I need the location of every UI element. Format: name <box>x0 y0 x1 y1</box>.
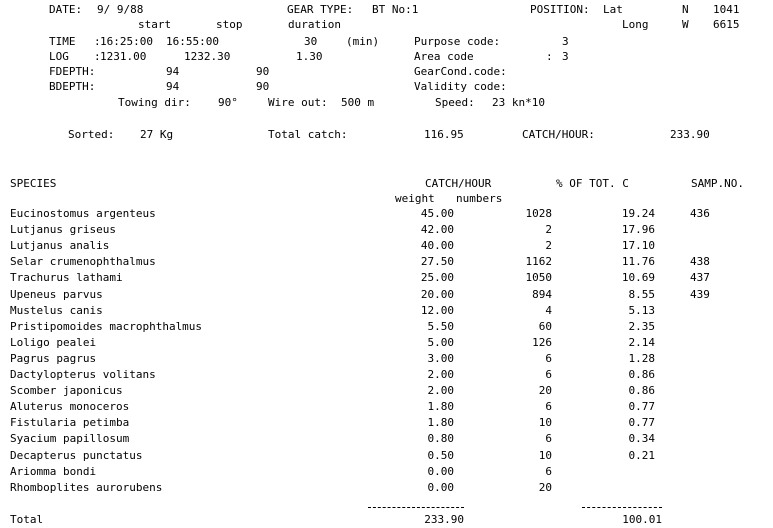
pct-of-total: 5.13 <box>628 304 655 317</box>
separator: : <box>94 50 101 63</box>
pct-of-total: 2.35 <box>628 320 655 333</box>
catch-numbers: 20 <box>538 481 552 494</box>
col-species-header: SPECIES <box>10 177 57 190</box>
pct-of-total: 10.69 <box>621 271 655 284</box>
log-stop: 1232.30 <box>184 50 231 63</box>
pct-of-total: 1.28 <box>628 352 655 365</box>
time-start: 16:25:00 <box>100 35 153 48</box>
species-name: Rhomboplites aurorubens <box>10 481 163 494</box>
speed-value: 23 kn*10 <box>492 96 545 109</box>
catch-numbers: 6 <box>545 368 552 381</box>
wire-out-value: 500 m <box>341 96 375 109</box>
pct-of-total: 0.86 <box>628 384 655 397</box>
species-name: Eucinostomus argenteus <box>10 207 156 220</box>
col-samp-header: SAMP.NO. <box>691 177 744 190</box>
catch-numbers: 6 <box>545 400 552 413</box>
species-name: Ariomma bondi <box>10 465 97 478</box>
pct-of-total: 0.77 <box>628 416 655 429</box>
col-start-header: start <box>138 18 172 31</box>
sample-number: 437 <box>690 271 710 284</box>
catch-weight: 27.50 <box>420 255 454 268</box>
species-name: Aluterus monoceros <box>10 400 130 413</box>
col-duration-header: duration <box>288 18 341 31</box>
log-duration: 1.30 <box>296 50 323 63</box>
bdepth-stop: 90 <box>256 80 270 93</box>
species-name: Selar crumenophthalmus <box>10 255 156 268</box>
date-label: DATE: <box>49 3 83 16</box>
sample-number: 436 <box>690 207 710 220</box>
time-stop: 16:55:00 <box>166 35 219 48</box>
long-label: Long <box>622 18 649 31</box>
pct-of-total: 19.24 <box>621 207 655 220</box>
catch-numbers: 1162 <box>525 255 552 268</box>
species-name: Lutjanus griseus <box>10 223 116 236</box>
catch-numbers: 1028 <box>525 207 552 220</box>
total-weight: 233.90 <box>424 513 464 526</box>
log-label: LOG <box>49 50 69 63</box>
species-name: Fistularia petimba <box>10 416 130 429</box>
pct-of-total: 0.77 <box>628 400 655 413</box>
total-catch-value: 116.95 <box>424 128 464 141</box>
pct-of-total: 0.21 <box>628 449 655 462</box>
position-label: POSITION: <box>530 3 590 16</box>
long-value: 6615 <box>713 18 740 31</box>
col-stop-header: stop <box>216 18 243 31</box>
lat-value: 1041 <box>713 3 740 16</box>
gear-type-label: GEAR TYPE: <box>287 3 354 16</box>
towing-dir-value: 90° <box>218 96 238 109</box>
sub-numbers-header: numbers <box>456 192 503 205</box>
species-name: Mustelus canis <box>10 304 103 317</box>
catch-weight: 42.00 <box>420 223 454 236</box>
catch-weight: 45.00 <box>420 207 454 220</box>
towing-dir-label: Towing dir: <box>118 96 191 109</box>
species-name: Decapterus punctatus <box>10 449 143 462</box>
wire-out-label: Wire out: <box>268 96 328 109</box>
catch-weight: 0.50 <box>427 449 454 462</box>
catch-numbers: 126 <box>532 336 552 349</box>
species-name: Trachurus lathami <box>10 271 123 284</box>
catch-weight: 12.00 <box>420 304 454 317</box>
species-name: Pagrus pagrus <box>10 352 97 365</box>
catch-weight: 40.00 <box>420 239 454 252</box>
catch-numbers: 894 <box>532 288 552 301</box>
validity-code-label: Validity code: <box>414 80 507 93</box>
catch-numbers: 6 <box>545 465 552 478</box>
pct-of-total: 17.10 <box>621 239 655 252</box>
sorted-value: 27 Kg <box>140 128 174 141</box>
pct-of-total: 8.55 <box>628 288 655 301</box>
catch-weight: 0.00 <box>427 465 454 478</box>
catch-weight: 2.00 <box>427 368 454 381</box>
time-label: TIME <box>49 35 76 48</box>
sub-weight-header: weight <box>395 192 435 205</box>
catch-hour-label: CATCH/HOUR: <box>522 128 595 141</box>
catch-weight: 0.00 <box>427 481 454 494</box>
species-name: Loligo pealei <box>10 336 97 349</box>
pct-of-total: 0.34 <box>628 432 655 445</box>
lat-label: Lat <box>603 3 623 16</box>
total-pct: 100.01 <box>622 513 662 526</box>
fdepth-label: FDEPTH: <box>49 65 96 78</box>
fdepth-stop: 90 <box>256 65 270 78</box>
catch-numbers: 6 <box>545 432 552 445</box>
catch-weight: 2.00 <box>427 384 454 397</box>
purpose-code-label: Purpose code: <box>414 35 501 48</box>
date-value: 9/ 9/88 <box>97 3 144 16</box>
catch-numbers: 2 <box>545 239 552 252</box>
col-catch-hour-header: CATCH/HOUR <box>425 177 492 190</box>
pct-of-total: 11.76 <box>621 255 655 268</box>
long-hemisphere: W <box>682 18 689 31</box>
catch-numbers: 6 <box>545 352 552 365</box>
gear-type-value: BT No:1 <box>372 3 419 16</box>
species-name: Pristipomoides macrophthalmus <box>10 320 203 333</box>
species-name: Lutjanus analis <box>10 239 110 252</box>
catch-weight: 25.00 <box>420 271 454 284</box>
catch-weight: 0.80 <box>427 432 454 445</box>
catch-weight: 1.80 <box>427 416 454 429</box>
catch-numbers: 2 <box>545 223 552 236</box>
catch-weight: 5.00 <box>427 336 454 349</box>
pct-of-total: 17.96 <box>621 223 655 236</box>
total-catch-label: Total catch: <box>268 128 348 141</box>
catch-hour-value: 233.90 <box>670 128 710 141</box>
catch-numbers: 4 <box>545 304 552 317</box>
catch-numbers: 10 <box>538 416 552 429</box>
bdepth-label: BDEPTH: <box>49 80 96 93</box>
gearcond-code-label: GearCond.code: <box>414 65 507 78</box>
speed-label: Speed: <box>435 96 475 109</box>
catch-weight: 20.00 <box>420 288 454 301</box>
catch-numbers: 60 <box>538 320 552 333</box>
sample-number: 439 <box>690 288 710 301</box>
catch-numbers: 10 <box>538 449 552 462</box>
catch-weight: 3.00 <box>427 352 454 365</box>
catch-numbers: 20 <box>538 384 552 397</box>
time-duration: 30 <box>304 35 318 48</box>
sample-number: 438 <box>690 255 710 268</box>
purpose-code-value: 3 <box>562 35 569 48</box>
separator: : <box>94 35 101 48</box>
sorted-label: Sorted: <box>68 128 115 141</box>
catch-weight: 1.80 <box>427 400 454 413</box>
pct-of-total: 0.86 <box>628 368 655 381</box>
pct-of-total: 2.14 <box>628 336 655 349</box>
log-start: 1231.00 <box>100 50 147 63</box>
fdepth-start: 94 <box>166 65 180 78</box>
separator: : <box>546 50 553 63</box>
area-code-value: 3 <box>562 50 569 63</box>
bdepth-start: 94 <box>166 80 180 93</box>
total-pct-rule <box>582 507 662 508</box>
species-name: Syacium papillosum <box>10 432 130 445</box>
total-weight-rule <box>368 507 464 508</box>
species-name: Dactylopterus volitans <box>10 368 156 381</box>
catch-weight: 5.50 <box>427 320 454 333</box>
catch-numbers: 1050 <box>525 271 552 284</box>
lat-hemisphere: N <box>682 3 689 16</box>
col-pct-header: % OF TOT. C <box>556 177 629 190</box>
area-code-label: Area code <box>414 50 474 63</box>
species-name: Scomber japonicus <box>10 384 123 397</box>
total-label: Total <box>10 513 44 526</box>
species-name: Upeneus parvus <box>10 288 103 301</box>
time-unit: (min) <box>346 35 380 48</box>
